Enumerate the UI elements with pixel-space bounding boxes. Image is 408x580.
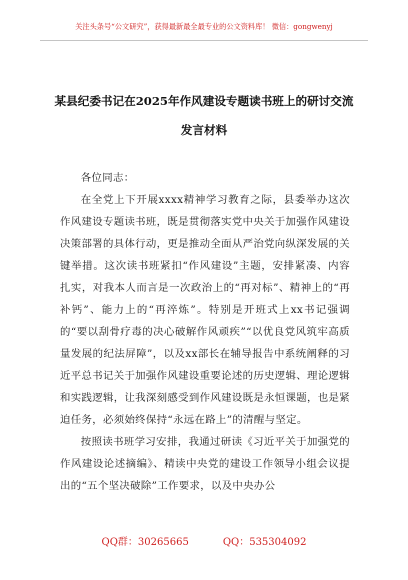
body-paragraph-2: 按照读书班学习安排，我通过研读《习近平关于加强党的作风建设论述摘编》、精读中央党的建设工作领导小组会议提出的“五个坚决破除”工作要求，以及中央办公: [60, 436, 350, 492]
header-notice: 关注头条号“公文研究”，获得最新最全最专业的公文资料库！ 微信：gongwenyj: [75, 22, 333, 31]
document-body: [60, 167, 350, 497]
body-paragraph-1: 在全党上下开展xxxx精神学习教育之际，县委举办这次作风建设专题读书班，既是贯彻落实党中央关于加强作风建设决策部署的具体行动，更是推动全面从严治党向纵深发展的关键举措。这次读书班紧扣“作风建设”主题，安排紧凑、内容扎实，对我本人而言是一次政治上的“再对标”、精神上的“再补钙”、能力上的“再淬炼”。特别是开班式上xx书记强调的“要以刮骨疗毒的决心破解作风顽疾”“以优良党风筑牢高质量发展的纪法屏障”，以及xx部长在辅导报告中系统阐释的习近平总书记关于加强作风建设重要论述的历史逻辑、理论逻辑和实践逻辑，让我深刻感受到作风建设既是永恒课题，也是紧迫任务，必须始终保持“永远在路上”的清醒与坚定。: [60, 194, 350, 426]
footer-contact: [0, 537, 408, 549]
footer-qq-number: QQ：535304092: [222, 537, 307, 548]
document-title: 某县纪委书记在2025年作风建设专题读书班上的研讨交流: [54, 94, 354, 108]
salutation: 各位同志：: [80, 172, 135, 184]
header-divider: [40, 40, 368, 41]
document-subtitle: 发言材料: [180, 123, 228, 137]
footer-qq-group: QQ群：30265665: [101, 537, 189, 548]
